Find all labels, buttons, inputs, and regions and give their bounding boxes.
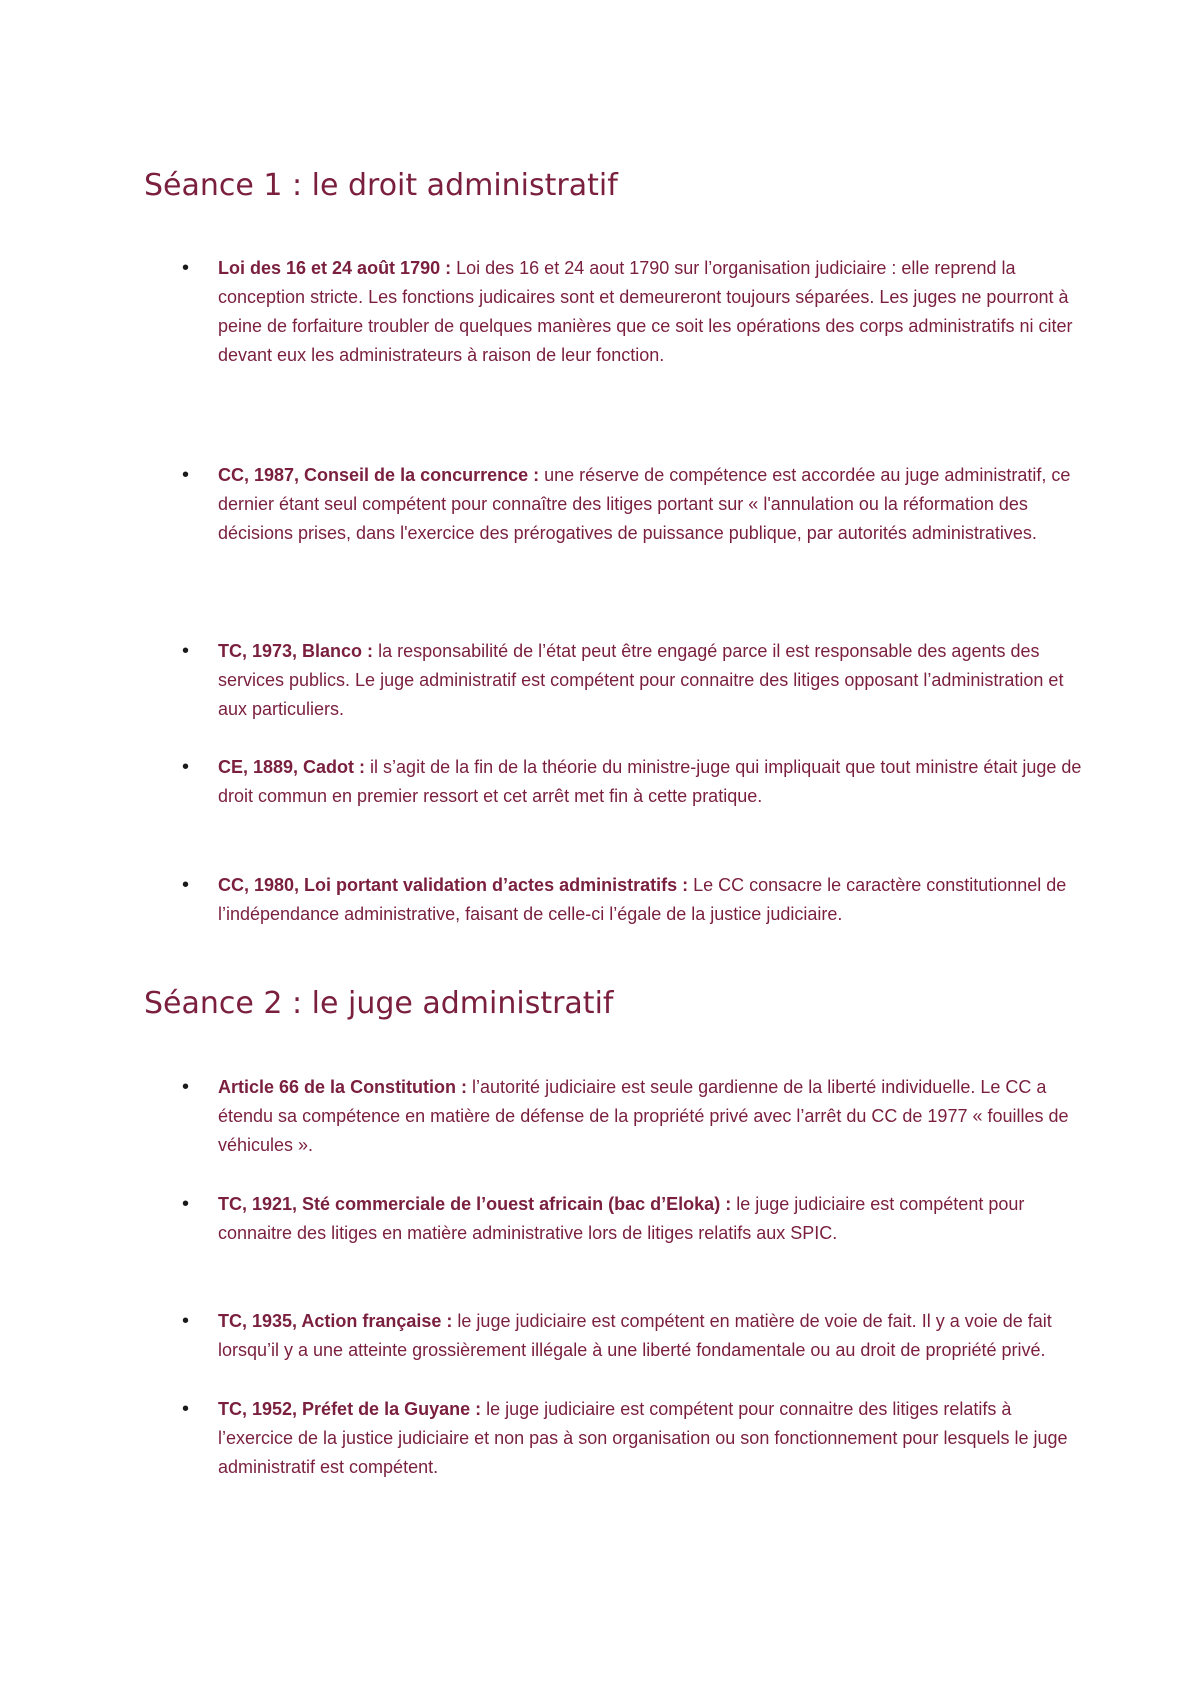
list-item-tc-1952-prefet-guyane [184,1395,1084,1482]
list-item-article-66 [184,1073,1084,1160]
case-reference: CC, 1980, Loi portant validation d’actes administratifs : [218,875,689,895]
list-item-text [218,1307,1084,1365]
bullet: • [182,1193,190,1215]
case-reference: Article 66 de la Constitution : [218,1077,468,1097]
bullet: • [182,1310,190,1332]
case-reference: TC, 1935, Action française : [218,1311,453,1331]
bullet: • [182,756,190,778]
case-summary: le juge judiciaire est compétent pour connaitre des litiges relatifs à l’exercice de la justice judiciaire et non pas à son organisation ou son fonctionnement pour lesquels le juge administratif est compétent. [218,1399,1068,1477]
case-summary: la responsabilité de l’état peut être engagé parce il est responsable des agents des services publics. Le juge administratif est compétent pour connaitre des litiges opposant l’administration et aux particuliers. [218,641,1064,719]
bullet: • [182,874,190,896]
list-item-text [218,1073,1084,1160]
case-reference: TC, 1973, Blanco : [218,641,374,661]
bullet: • [182,1076,190,1098]
list-item-loi-1790 [184,254,1084,370]
list-item-cc-1987 [184,461,1084,548]
case-reference: CC, 1987, Conseil de la concurrence : [218,465,540,485]
list-item-cc-1980 [184,871,1084,929]
case-summary: il s’agit de la fin de la théorie du ministre-juge qui impliquait que tout ministre était juge de droit commun en premier ressort et cet arrêt met fin à cette pratique. [218,757,1082,806]
case-summary: Le CC consacre le caractère constitutionnel de l’indépendance administrative, faisant de celle-ci l’égale de la justice judiciaire. [218,875,1067,924]
case-summary: une réserve de compétence est accordée au juge administratif, ce dernier étant seul compétent pour connaître des litiges portant sur « l'annulation ou la réformation des décisions prises, dans l'exercice des prérogatives de puissance publique, par autorités administratives. [218,465,1071,543]
list-item-text [218,1190,1084,1248]
case-reference: TC, 1921, Sté commerciale de l’ouest africain (bac d’Eloka) : [218,1194,732,1214]
list-item-text [218,254,1084,370]
case-reference: CE, 1889, Cadot : [218,757,366,777]
list-item-text [218,871,1084,929]
case-reference: Loi des 16 et 24 août 1790 : [218,258,452,278]
list-item-tc-1935-action-francaise [184,1307,1084,1365]
section-2-title: Séance 2 : le juge administratif [144,986,614,1021]
case-summary: le juge judiciaire est compétent en matière de voie de fait. Il y a voie de fait lorsqu’il y a une atteinte grossièrement illégale à une liberté fondamentale ou au droit de propriété privé. [218,1311,1052,1360]
list-item-ce-1889-cadot [184,753,1084,811]
bullet: • [182,1398,190,1420]
bullet: • [182,257,190,279]
bullet: • [182,640,190,662]
case-summary: l’autorité judiciaire est seule gardienne de la liberté individuelle. Le CC a étendu sa compétence en matière de défense de la propriété privé avec l’arrêt du CC de 1977 « fouilles de véhicules ». [218,1077,1069,1155]
case-summary: Loi des 16 et 24 aout 1790 sur l’organisation judiciaire : elle reprend la conception stricte. Les fonctions judicaires sont et demeureront toujours séparées. Les juges ne pourront à peine de forfaiture troubler de quelques manières que ce soit les opérations des corps administratifs ni citer devant eux les administrateurs à raison de leur fonction. [218,258,1073,365]
list-item-text [218,461,1084,548]
list-item-text [218,637,1084,724]
section-1-title: Séance 1 : le droit administratif [144,168,618,203]
list-item-text [218,753,1084,811]
list-item-tc-1921-bac-eloka [184,1190,1084,1248]
case-reference: TC, 1952, Préfet de la Guyane : [218,1399,482,1419]
list-item-tc-1973-blanco [184,637,1084,724]
list-item-text [218,1395,1084,1482]
bullet: • [182,464,190,486]
case-summary: le juge judiciaire est compétent pour connaitre des litiges en matière administrative lors de litiges relatifs aux SPIC. [218,1194,1025,1243]
